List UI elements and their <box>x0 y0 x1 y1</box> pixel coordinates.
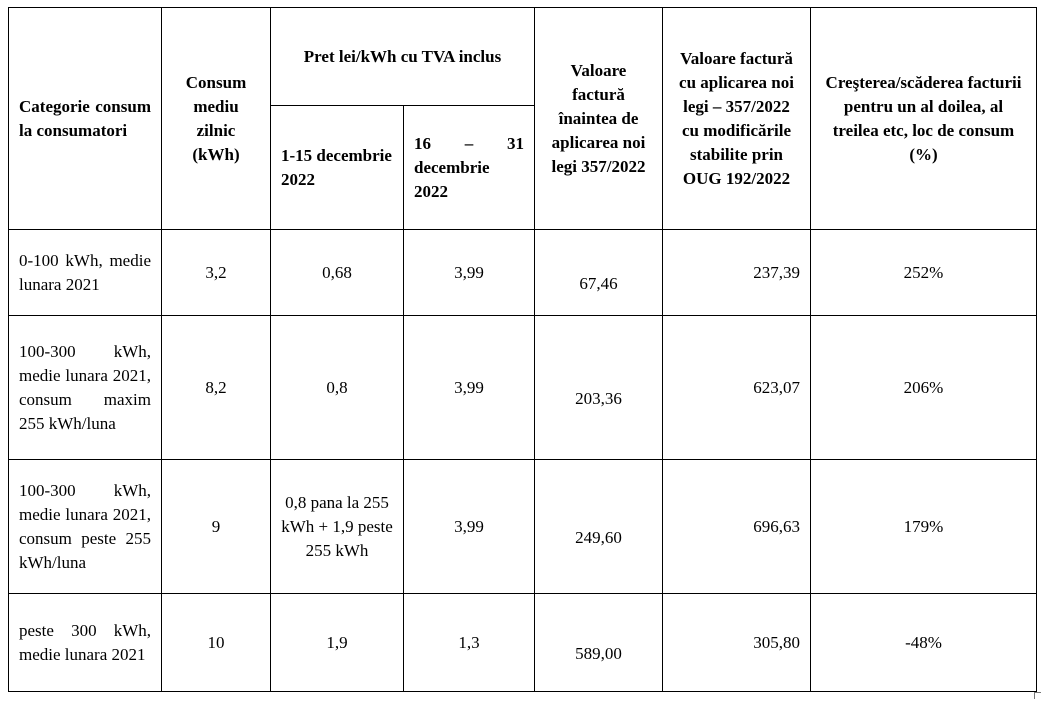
row-consumption: 10 <box>162 594 271 692</box>
row-category: 100-300 kWh, medie lunara 2021, consum maxim 255 kWh/luna <box>9 316 162 460</box>
header-change: Creşterea/scăderea facturii pentru un al doilea, al treilea etc, loc de consum (%) <box>811 8 1037 230</box>
header-invoice-before: Valoare factură înaintea de aplicarea noi legi 357/2022 <box>535 8 663 230</box>
row-price-period-1: 0,8 pana la 255 kWh + 1,9 peste 255 kWh <box>271 460 404 594</box>
table-row <box>9 316 1037 460</box>
row-invoice-before: 203,36 <box>535 316 663 460</box>
row-price-period-2: 3,99 <box>404 460 535 594</box>
table-row <box>9 460 1037 594</box>
row-change-percent: 179% <box>811 460 1037 594</box>
row-invoice-after: 623,07 <box>663 316 811 460</box>
row-price-period-1: 0,68 <box>271 230 404 316</box>
row-invoice-after: 696,63 <box>663 460 811 594</box>
row-invoice-after: 305,80 <box>663 594 811 692</box>
table-row <box>9 230 1037 316</box>
header-period-2: 16 – 31 decembrie 2022 <box>404 106 535 230</box>
row-category: 100-300 kWh, medie lunara 2021, consum peste 255 kWh/luna <box>9 460 162 594</box>
row-change-percent: 252% <box>811 230 1037 316</box>
row-consumption: 8,2 <box>162 316 271 460</box>
row-consumption: 3,2 <box>162 230 271 316</box>
row-change-percent: 206% <box>811 316 1037 460</box>
row-invoice-before: 67,46 <box>535 230 663 316</box>
row-category: peste 300 kWh, medie lunara 2021 <box>9 594 162 692</box>
table-resize-handle[interactable] <box>1034 692 1041 699</box>
header-consumption: Consum mediu zilnic (kWh) <box>162 8 271 230</box>
row-price-period-2: 3,99 <box>404 316 535 460</box>
header-period-1: 1-15 decembrie 2022 <box>271 106 404 230</box>
row-price-period-1: 0,8 <box>271 316 404 460</box>
header-price-group: Pret lei/kWh cu TVA inclus <box>271 8 535 106</box>
row-consumption: 9 <box>162 460 271 594</box>
electricity-price-table <box>8 7 1037 692</box>
row-change-percent: -48% <box>811 594 1037 692</box>
row-invoice-before: 589,00 <box>535 594 663 692</box>
row-price-period-1: 1,9 <box>271 594 404 692</box>
row-price-period-2: 3,99 <box>404 230 535 316</box>
row-category: 0-100 kWh, medie lunara 2021 <box>9 230 162 316</box>
table-row <box>9 594 1037 692</box>
row-invoice-after: 237,39 <box>663 230 811 316</box>
row-invoice-before: 249,60 <box>535 460 663 594</box>
row-price-period-2: 1,3 <box>404 594 535 692</box>
header-invoice-after: Valoare factură cu aplicarea noi legi – 357/2022 cu modificările stabilite prin OUG 192/2022 <box>663 8 811 230</box>
header-category: Categorie consum la consumatori <box>9 8 162 230</box>
